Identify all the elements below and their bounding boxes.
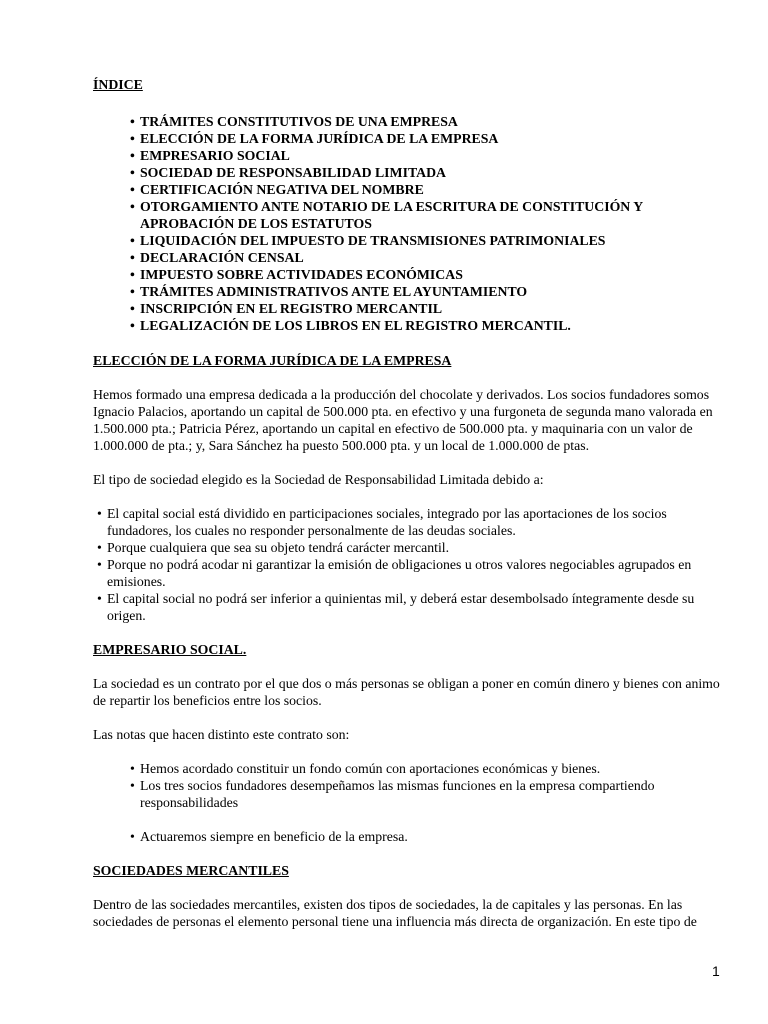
list-item: • Actuaremos siempre en beneficio de la empresa. — [130, 829, 408, 844]
bullet: • — [97, 557, 102, 572]
bullet: • — [130, 301, 135, 316]
bullet: • — [130, 148, 135, 163]
paragraph: Hemos formado una empresa dedicada a la producción del chocolate y derivados. Los socios fundadores somos Ignacio Palacios, aportando un capital de 500.000 pta. en efectivo y una furgoneta de segunda mano valorada en 1.500.000 pta.; Patricia Pérez, aportando un capital en efectivo de 500.000 pta. y maquinaria con un valor de 1.000.000 de pta.; y, Sara Sánchez ha puesto 500.000 pta. y un local de 1.000.000 de ptas. — [93, 387, 713, 453]
bullet: • — [130, 318, 135, 333]
paragraph: Dentro de las sociedades mercantiles, existen dos tipos de sociedades, la de capitales y las personas. En las sociedades de personas el elemento personal tiene una influencia más directa de organización. En este tipo de — [93, 897, 697, 929]
document-page — [93, 76, 723, 930]
bullet: • — [130, 267, 135, 282]
index-list — [93, 113, 723, 334]
paragraph: Las notas que hacen distinto este contrato son: — [93, 727, 350, 742]
index-item: • TRÁMITES ADMINISTRATIVOS ANTE EL AYUNTAMIENTO — [130, 284, 528, 299]
list-item: • Los tres socios fundadores desempeñamos las mismas funciones en la empresa compartiendo responsabilidades — [130, 778, 655, 810]
page-number: 1 — [712, 963, 720, 979]
bullet-list — [93, 505, 723, 624]
section-heading: EMPRESARIO SOCIAL. — [93, 642, 247, 657]
bullet: • — [97, 506, 102, 521]
bullet: • — [130, 165, 135, 180]
list-item: • Hemos acordado constituir un fondo común con aportaciones económicas y bienes. — [130, 761, 601, 776]
bullet: • — [130, 182, 135, 197]
bullet: • — [130, 233, 135, 248]
index-item: • OTORGAMIENTO ANTE NOTARIO DE LA ESCRITURA DE CONSTITUCIÓN Y APROBACIÓN DE LOS ESTATUTOS — [130, 199, 643, 231]
section-heading: SOCIEDADES MERCANTILES — [93, 863, 289, 878]
index-item: • ELECCIÓN DE LA FORMA JURÍDICA DE LA EMPRESA — [130, 131, 499, 146]
index-item: • DECLARACIÓN CENSAL — [130, 250, 304, 265]
list-item: • El capital social no podrá ser inferior a quinientas mil, y deberá estar desembolsado íntegramente desde su origen. — [97, 591, 695, 623]
bullet: • — [130, 199, 135, 214]
bullet: • — [97, 540, 102, 555]
index-item: • EMPRESARIO SOCIAL — [130, 148, 290, 163]
bullet: • — [130, 761, 135, 776]
index-item: • LIQUIDACIÓN DEL IMPUESTO DE TRANSMISIONES PATRIMONIALES — [130, 233, 606, 248]
index-item: • SOCIEDAD DE RESPONSABILIDAD LIMITADA — [130, 165, 447, 180]
bullet-list — [93, 760, 723, 845]
index-item: • IMPUESTO SOBRE ACTIVIDADES ECONÓMICAS — [130, 267, 463, 282]
index-item: • LEGALIZACIÓN DE LOS LIBROS EN EL REGISTRO MERCANTIL. — [130, 318, 571, 333]
index-item: • CERTIFICACIÓN NEGATIVA DEL NOMBRE — [130, 182, 424, 197]
index-item: • TRÁMITES CONSTITUTIVOS DE UNA EMPRESA — [130, 114, 458, 129]
paragraph: La sociedad es un contrato por el que dos o más personas se obligan a poner en común dinero y bienes con animo de repartir los beneficios entre los socios. — [93, 676, 720, 708]
bullet: • — [97, 591, 102, 606]
bullet: • — [130, 778, 135, 793]
list-item: • Porque cualquiera que sea su objeto tendrá carácter mercantil. — [97, 540, 450, 555]
bullet: • — [130, 114, 135, 129]
bullet: • — [130, 250, 135, 265]
list-item: • Porque no podrá acodar ni garantizar la emisión de obligaciones u otros valores negociables agrupados en emisiones. — [97, 557, 692, 589]
bullet: • — [130, 284, 135, 299]
bullet: • — [130, 131, 135, 146]
paragraph: El tipo de sociedad elegido es la Sociedad de Responsabilidad Limitada debido a: — [93, 472, 544, 487]
list-item: • El capital social está dividido en participaciones sociales, integrado por las aportaciones de los socios fundadores, los cuales no responder personalmente de las deudas sociales. — [97, 506, 667, 538]
bullet: • — [130, 829, 135, 844]
section-heading: ELECCIÓN DE LA FORMA JURÍDICA DE LA EMPRESA — [93, 353, 452, 368]
index-title: ÍNDICE — [93, 77, 143, 92]
index-item: • INSCRIPCIÓN EN EL REGISTRO MERCANTIL — [130, 301, 443, 316]
